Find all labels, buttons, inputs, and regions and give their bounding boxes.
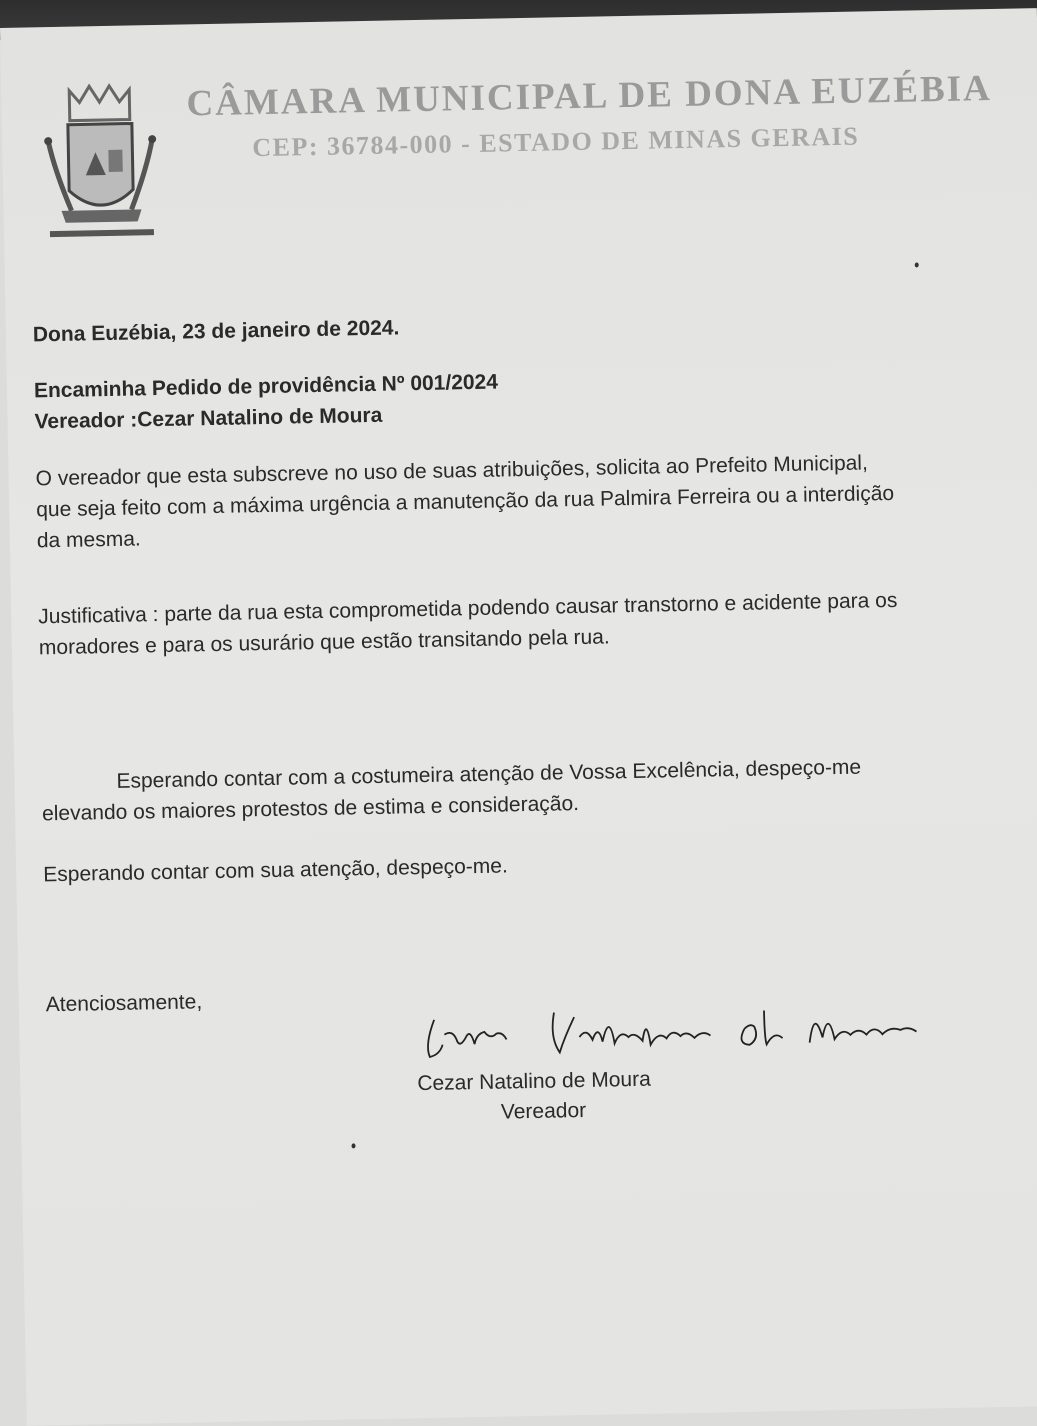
justification-line-2: moradores e para os usurário que estão transitando pela rua. [38,625,610,660]
handwritten-signature [414,995,935,1065]
signatory-role: Vereador [500,1098,587,1124]
speck [915,262,919,267]
body-line-2: que seja feito com a máxima urgência a manutenção da rua Palmira Ferreira ou a interdição [36,481,895,522]
justification-line-1: Justificativa : parte da rua esta comprometida podendo causar transtorno e acidente para os [38,588,898,629]
author-line: Vereador :Cezar Natalino de Moura [34,403,383,434]
closing2-line: Esperando contar com sua atenção, despeço-me. [43,854,509,887]
letter-page [0,8,1037,1426]
regards-line: Atenciosamente, [45,990,203,1017]
body-line-3: da mesma. [36,527,141,553]
coat-of-arms-icon [39,79,162,241]
chamber-title: CÂMARA MUNICIPAL DE DONA EUZÉBIA [186,67,993,125]
closing1-line-1: Esperando contar com a costumeira atenção de Vossa Excelência, despeço-me [116,755,862,793]
body-line-1: O vereador que esta subscreve no uso de suas atribuições, solicita ao Prefeito Municipal, [35,451,869,491]
chamber-address: CEP: 36784-000 - ESTADO DE MINAS GERAIS [252,121,860,163]
date-line: Dona Euzébia, 23 de janeiro de 2024. [32,316,400,347]
subject-line: Encaminha Pedido de providência Nº 001/2024 [33,370,499,403]
signatory-name: Cezar Natalino de Moura [417,1067,651,1096]
closing1-line-2: elevando os maiores protestos de estima e consideração. [41,792,580,826]
speck [351,1143,355,1148]
